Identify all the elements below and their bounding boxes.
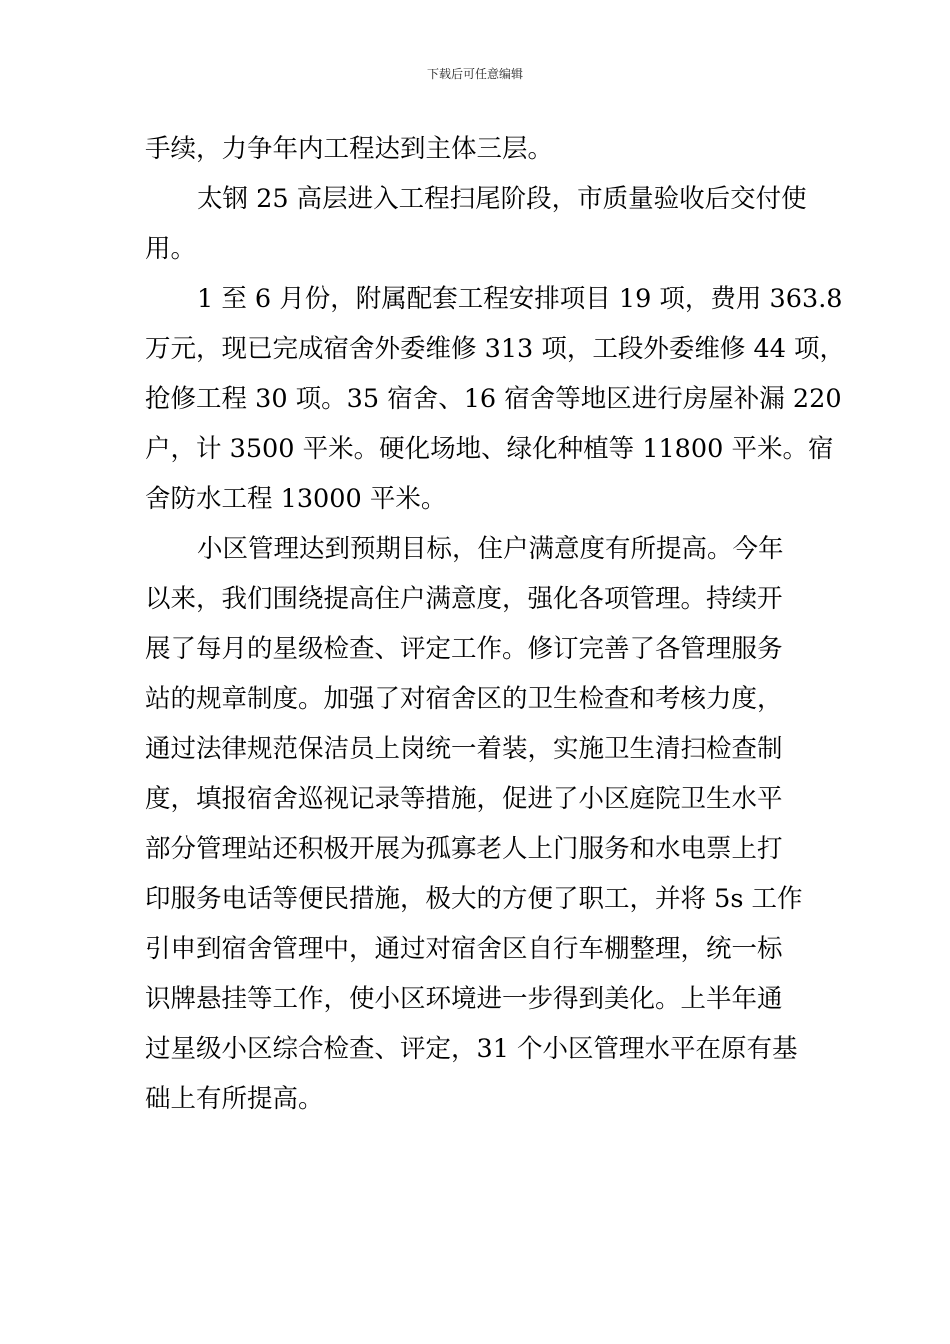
paragraph-line: 1 至 6 月份，附属配套工程安排项目 19 项，费用 363.8 [197, 284, 843, 314]
paragraph-line: 抢修工程 30 项。35 宿舍、16 宿舍等地区进行房屋补漏 220 [145, 384, 842, 414]
paragraph-line: 过星级小区综合检查、评定，31 个小区管理水平在原有基 [145, 1034, 798, 1064]
paragraph-line: 识牌悬挂等工作，使小区环境进一步得到美化。上半年通 [145, 984, 783, 1014]
paragraph-line: 引申到宿舍管理中，通过对宿舍区自行车棚整理，统一标 [145, 934, 783, 964]
paragraph-line: 展了每月的星级检查、评定工作。修订完善了各管理服务 [145, 634, 783, 664]
paragraph-line: 度，填报宿舍巡视记录等措施，促进了小区庭院卫生水平 [145, 784, 783, 814]
paragraph-line: 万元，现已完成宿舍外委维修 313 项，工段外委维修 44 项， [145, 334, 846, 364]
paragraph-line: 户，计 3500 平米。硬化场地、绿化种植等 11800 平米。宿 [145, 434, 834, 464]
paragraph-line: 础上有所提高。 [145, 1084, 324, 1114]
document-body [145, 124, 846, 1124]
paragraph-line: 站的规章制度。加强了对宿舍区的卫生检查和考核力度， [145, 684, 783, 714]
paragraph-line: 舍防水工程 13000 平米。 [145, 484, 447, 514]
paragraph-line: 用。 [145, 234, 197, 264]
page-header-note: 下载后可任意编辑 [426, 67, 523, 81]
paragraph-line: 小区管理达到预期目标，住户满意度有所提高。今年 [197, 534, 784, 564]
paragraph-line: 部分管理站还积极开展为孤寡老人上门服务和水电票上打 [145, 834, 783, 864]
paragraph-line: 太钢 25 高层进入工程扫尾阶段，市质量验收后交付使 [197, 184, 807, 214]
paragraph-line: 印服务电话等便民措施，极大的方便了职工，并将 5s 工作 [145, 884, 803, 914]
paragraph-line: 以来，我们围绕提高住户满意度，强化各项管理。持续开 [145, 584, 783, 614]
paragraph-line: 手续，力争年内工程达到主体三层。 [145, 134, 554, 164]
paragraph-line: 通过法律规范保洁员上岗统一着装，实施卫生清扫检查制 [145, 734, 783, 764]
